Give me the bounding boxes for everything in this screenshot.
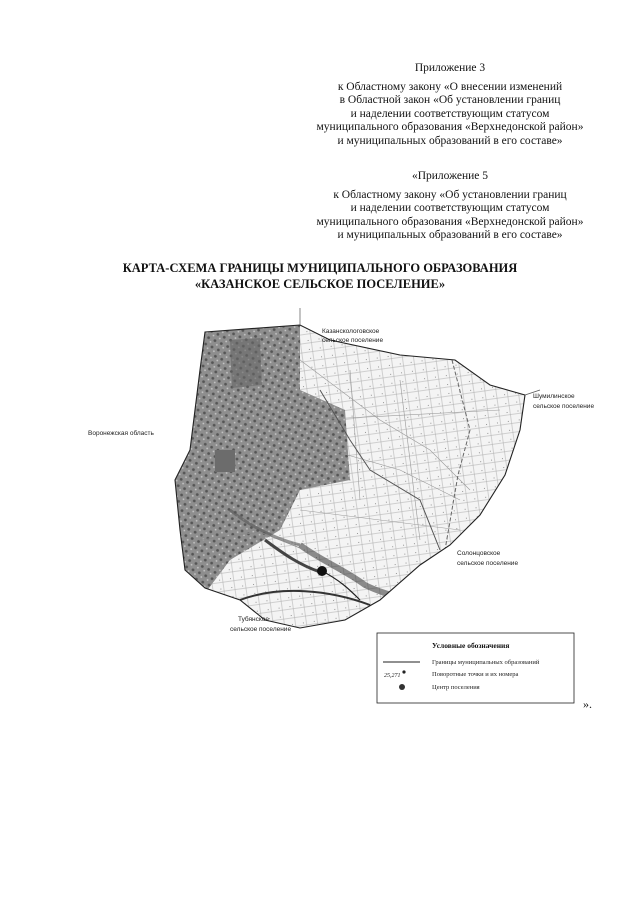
title-line-2: «КАЗАНСКОЕ СЕЛЬСКОЕ ПОСЕЛЕНИЕ» [194,277,446,291]
appendix-3-line: в Областной закон «Об установлении границ [339,94,561,106]
appendix-3-line: муниципального образования «Верхнедонской район» [316,121,584,133]
appendix-5-line: к Областному закону «Об установлении границ [333,188,567,201]
appendix-3-heading: Приложение 3 [414,62,486,74]
map-label-north-1: Казанскологовское [322,328,380,335]
map-label-north-2: сельское поселение [322,337,384,344]
legend-sample-point-number: 25,271 [384,673,401,679]
appendix-5-line: муниципального образования «Верхнедонской район» [316,215,584,228]
legend-item-boundary: Границы муниципальных образований [432,659,540,666]
settlement-center-dot [317,566,327,576]
map-label-east-2: сельское поселение [533,403,595,410]
appendix-3-line: и муниципальных образований в его составе» [337,134,563,147]
appendix-5-header [270,170,630,243]
map-legend [377,633,574,703]
legend-item-turning-points: Поворотные точки и их номера [432,671,519,678]
appendix-3-line: и наделении соответствующим статусом [350,107,550,120]
map-label-southeast-2: сельское поселение [457,560,519,567]
map-area [170,320,530,640]
center-dot-symbol [399,684,405,690]
appendix-5-line: и наделении соответствующим статусом [350,202,550,214]
map-label-southeast-1: Солонцовское [457,550,501,557]
appendix-3-header [270,62,630,148]
map-label-southwest-2: сельское поселение [230,626,292,633]
closing-quote-mark: ». [583,697,592,711]
document-title [20,260,620,292]
map-label-west: Воронежская область [88,430,154,437]
legend-title: Условные обозначения [432,641,510,650]
map-label-southwest-1: Тубянское [238,616,270,623]
appendix-3-line: к Областному закону «О внесении изменений [337,80,563,93]
turning-point-symbol [402,670,405,673]
map-label-east-1: Шумилинское [533,393,575,400]
legend-item-center: Центр поселения [432,684,480,691]
title-line-1: КАРТА-СХЕМА ГРАНИЦЫ МУНИЦИПАЛЬНОГО ОБРАЗОВАНИЯ [122,261,518,275]
appendix-5-line: и муниципальных образований в его составе» [337,229,563,241]
appendix-5-heading: «Приложение 5 [411,170,489,182]
boundary-map [0,300,640,720]
